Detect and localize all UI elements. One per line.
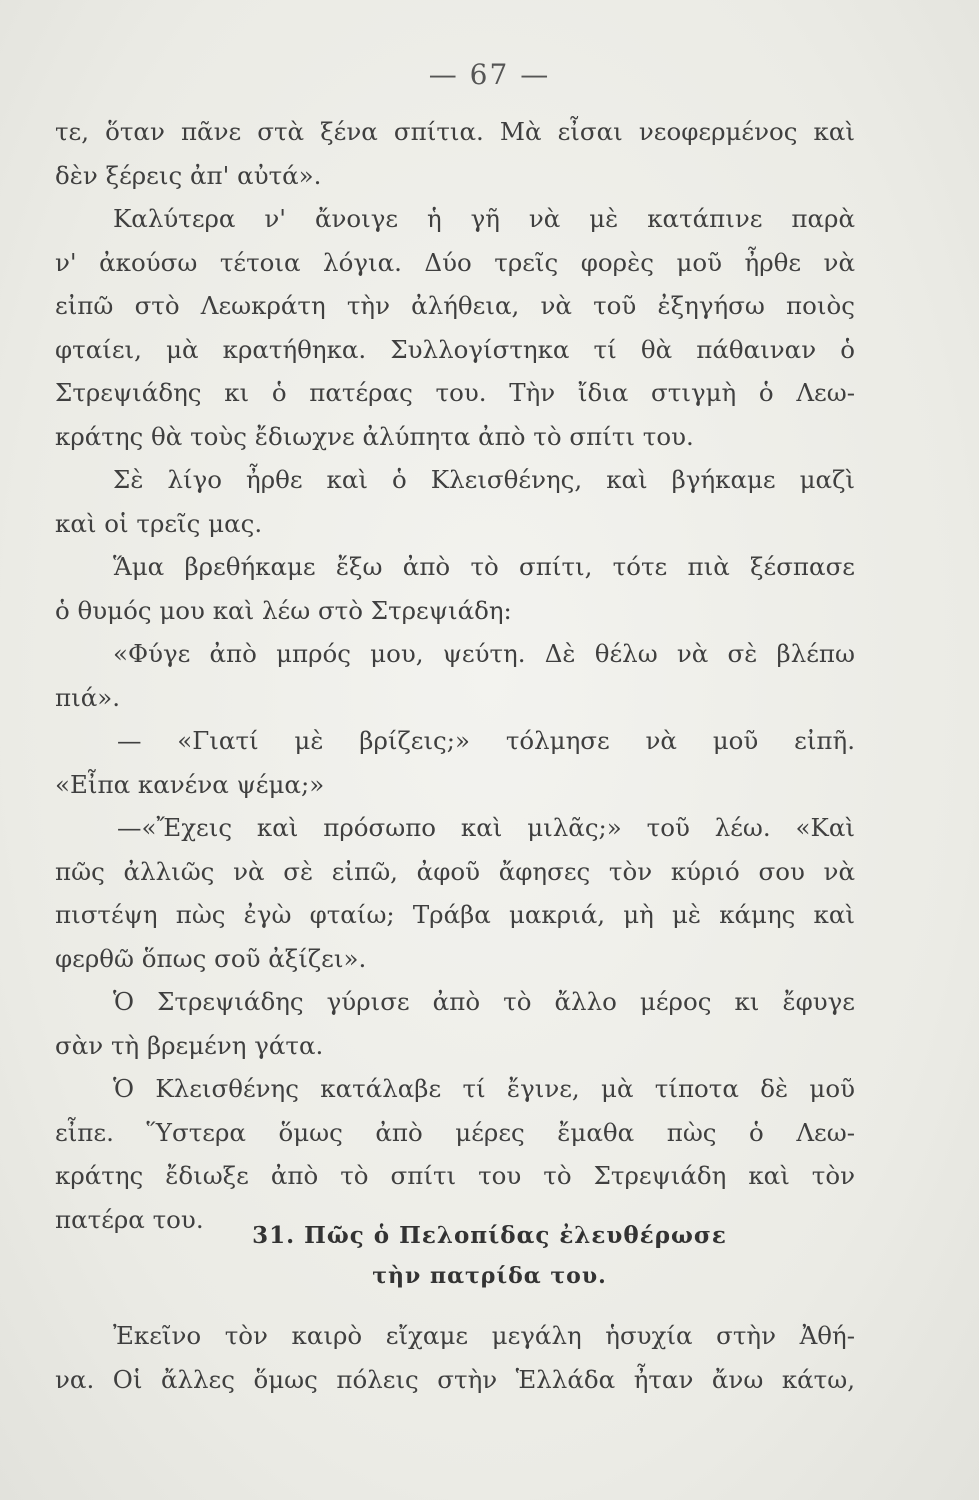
text-line: εἶπε. Ὕστερα ὅμως ἀπὸ μέρες ἔμαθα πὼς ὁ Λεω- bbox=[55, 1117, 855, 1147]
text-line: ν' ἀκούσω τέτοια λόγια. Δύο τρεῖς φορὲς μοῦ ἦρθε νὰ bbox=[55, 247, 855, 277]
text-line: «Εἶπα κανένα ψέμα;» bbox=[55, 769, 325, 799]
text-line: ὁ θυμός μου καὶ λέω στὸ Στρεψιάδη: bbox=[55, 595, 512, 625]
text-line: Ὁ Κλεισθένης κατάλαβε τί ἔγινε, μὰ τίποτα δὲ μοῦ bbox=[113, 1074, 855, 1103]
text-line: σὰν τὴ βρεμένη γάτα. bbox=[55, 1030, 324, 1060]
text-line: κράτης ἔδιωξε ἀπὸ τὸ σπίτι του τὸ Στρεψιάδη καὶ τὸν bbox=[55, 1161, 855, 1190]
text-line: — «Γιατί μὲ βρίζεις;» τόλμησε νὰ μοῦ εἰπῆ. bbox=[117, 726, 855, 755]
text-line: πιά». bbox=[55, 682, 121, 712]
text-line: «Φύγε ἀπὸ μπρός μου, ψεύτη. Δὲ θέλω νὰ σὲ βλέπω bbox=[113, 639, 855, 668]
text-line: δὲν ξέρεις ἀπ' αὐτά». bbox=[55, 160, 322, 190]
text-line: Ἐκεῖνο τὸν καιρὸ εἴχαμε μεγάλη ἡσυχία στὴν Ἀθή- bbox=[113, 1321, 855, 1350]
text-line: να. Οἱ ἄλλες ὅμως πόλεις στὴν Ἑλλάδα ἦταν ἄνω κάτω, bbox=[55, 1364, 855, 1394]
text-line: Σὲ λίγο ἦρθε καὶ ὁ Κλεισθένης, καὶ βγήκαμε μαζὶ bbox=[113, 465, 855, 494]
text-line: πιστέψη πὼς ἐγὼ φταίω; Τράβα μακριά, μὴ μὲ κάμης καὶ bbox=[55, 900, 855, 929]
text-line: καὶ οἱ τρεῖς μας. bbox=[55, 508, 263, 538]
body-text-upper bbox=[55, 110, 855, 1241]
text-line: φερθῶ ὅπως σοῦ ἀξίζει». bbox=[55, 943, 367, 973]
section-heading-line-2: τὴν πατρίδα του. bbox=[372, 1263, 607, 1289]
text-line: Ὁ Στρεψιάδης γύρισε ἀπὸ τὸ ἄλλο μέρος κι ἔφυγε bbox=[113, 987, 855, 1016]
text-line: Ἅμα βρεθήκαμε ἔξω ἀπὸ τὸ σπίτι, τότε πιὰ ξέσπασε bbox=[113, 552, 855, 581]
section-heading-line-1: 31. Πῶς ὁ Πελοπίδας ἐλευθέρωσε bbox=[252, 1222, 727, 1249]
text-line: κράτης θὰ τοὺς ἔδιωχνε ἀλύπητα ἀπὸ τὸ σπίτι του. bbox=[55, 421, 694, 451]
text-line: εἰπῶ στὸ Λεωκράτη τὴν ἀλήθεια, νὰ τοῦ ἐξηγήσω ποιὸς bbox=[55, 291, 855, 320]
text-line: τε, ὅταν πᾶνε στὰ ξένα σπίτια. Μὰ εἶσαι νεοφερμένος καὶ bbox=[55, 117, 855, 146]
body-text-lower bbox=[55, 1314, 855, 1401]
text-line: πῶς ἀλλιῶς νὰ σὲ εἰπῶ, ἀφοῦ ἄφησες τὸν κύριό σου νὰ bbox=[55, 856, 855, 886]
text-line: φταίει, μὰ κρατήθηκα. Συλλογίστηκα τί θὰ πάθαιναν ὁ bbox=[55, 334, 855, 364]
page-number: — 67 — bbox=[428, 58, 551, 91]
text-line: —«Ἔχεις καὶ πρόσωπο καὶ μιλᾶς;» τοῦ λέω. «Καὶ bbox=[117, 813, 855, 842]
text-line: πατέρα του. bbox=[55, 1204, 204, 1234]
text-line: Στρεψιάδης κι ὁ πατέρας του. Τὴν ἴδια στιγμὴ ὁ Λεω- bbox=[55, 378, 855, 407]
text-line: Καλύτερα ν' ἄνοιγε ἡ γῆ νὰ μὲ κατάπινε παρὰ bbox=[113, 204, 855, 233]
